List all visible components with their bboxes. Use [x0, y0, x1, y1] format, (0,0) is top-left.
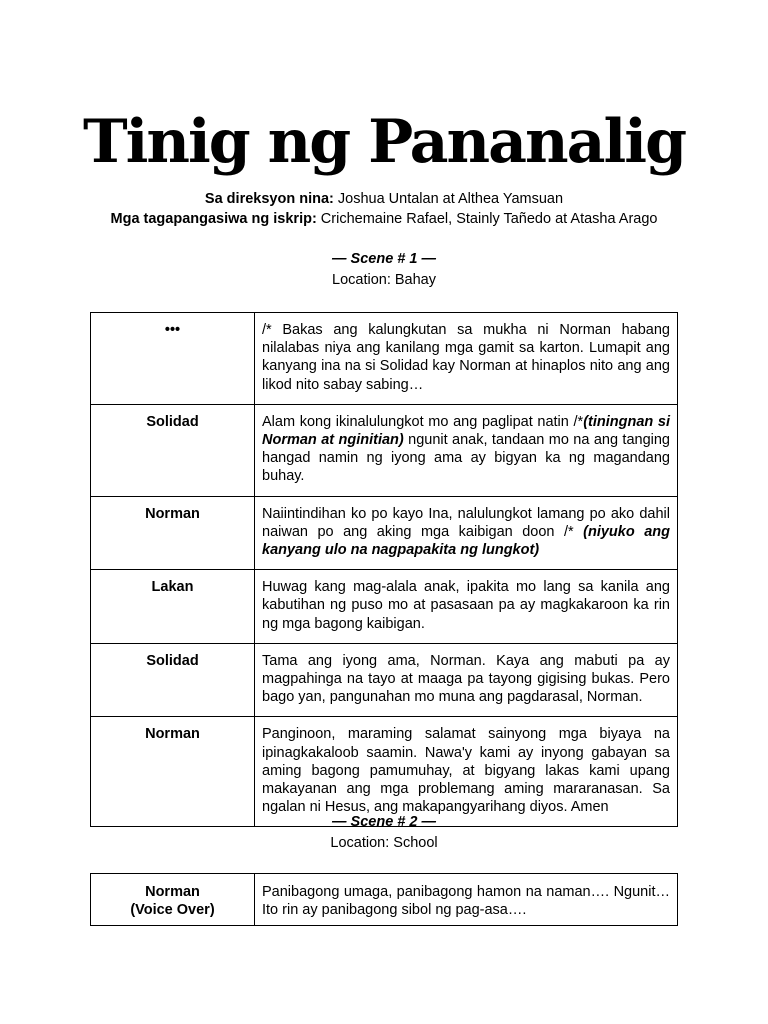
- table-row: [91, 717, 678, 827]
- scene-1-header: [0, 249, 768, 291]
- speaker-cell: Solidad: [91, 404, 255, 496]
- line-cell: Panginoon, maraming salamat sainyong mga biyaya na ipinagkakaloob saamin. Nawa'y kami ay inyong gabayan sa aming bagong pamumuhay, at bigyang lakas kami upang makayanan ang mga problemang aming mararanasan. Sa ngalan ni Hesus, ang makapangyarihang diyos. Amen: [255, 717, 678, 827]
- line-text: Alam kong ikinalulungkot mo ang paglipat natin /*: [262, 413, 584, 430]
- script-credit: [0, 209, 768, 229]
- line-cell: Huwag kang mag-alala anak, ipakita mo lang sa kanila ang kabutihan ng puso mo at pasasaan pa ay magkakaroon ka rin ng mga bagong kaibigan.: [255, 570, 678, 644]
- speaker-name: Norman: [145, 884, 200, 900]
- script-value: Crichemaine Rafael, Stainly Tañedo at Atasha Arago: [316, 211, 658, 227]
- scene-1-script-table: [90, 312, 678, 827]
- scene-2-script-table: [90, 873, 678, 926]
- direction-credit: [0, 189, 768, 209]
- table-row: [91, 643, 678, 717]
- speaker-cell: Solidad: [91, 643, 255, 717]
- line-cell: Panibagong umaga, panibagong hamon na naman…. Ngunit… Ito rin ay panibagong sibol ng pag-asa….: [255, 874, 678, 926]
- table-row: [91, 570, 678, 644]
- script-label: Mga tagapangasiwa ng iskrip:: [110, 211, 317, 227]
- speaker-note: (Voice Over): [130, 902, 215, 919]
- scene-2-heading: — Scene # 2 —: [332, 814, 436, 830]
- line-cell: Tama ang iyong ama, Norman. Kaya ang mabuti pa ay magpahinga na tayo at maaga pa tayong gigising bukas. Pero bago yan, pangunahan mo muna ang pagdarasal, Norman.: [255, 643, 678, 717]
- line-cell: /* Bakas ang kalungkutan sa mukha ni Norman habang nilalabas niya ang kanilang mga gamit sa karton. Lumapit ang kanyang ina na si Solidad kay Norman at hinaplos nito ang ang likod nito sabay sabing…: [255, 313, 678, 405]
- direction-label: Sa direksyon nina:: [204, 191, 334, 207]
- scene-1-location: Location: Bahay: [332, 272, 436, 288]
- direction-value: Joshua Untalan at Althea Yamsuan: [333, 191, 564, 207]
- credits: [0, 189, 768, 229]
- table-row: [91, 313, 678, 405]
- speaker-cell: Lakan: [91, 570, 255, 644]
- script-title: Tinig ng Pananalig: [82, 107, 686, 177]
- scene-2-header: [0, 812, 768, 854]
- table-row: [91, 404, 678, 496]
- table-row: [91, 874, 678, 926]
- speaker-cell: [91, 874, 255, 926]
- line-text: ngunit anak, tandaan mo na ang tanging hangad namin ng iyong ama ay bigyan ka ng magandang buhay.: [262, 432, 670, 485]
- line-cell: [255, 496, 678, 570]
- line-cell: [255, 404, 678, 496]
- stage-direction: (tiningnan si Norman at nginitian): [262, 413, 671, 449]
- speaker-cell: Norman: [91, 717, 255, 827]
- stage-direction: (niyuko ang kanyang ulo na nagpapakita ng lungkot): [262, 523, 670, 559]
- speaker-cell: •••: [91, 313, 255, 405]
- table-row: [91, 496, 678, 570]
- line-text: Naiintindihan ko po kayo Ina, nalulungkot lamang po ako dahil naiwan po ang aking mga kaibigan doon /*: [262, 505, 670, 540]
- scene-1-heading: — Scene # 1 —: [332, 251, 436, 267]
- scene-2-location: Location: School: [330, 835, 438, 851]
- speaker-cell: Norman: [91, 496, 255, 570]
